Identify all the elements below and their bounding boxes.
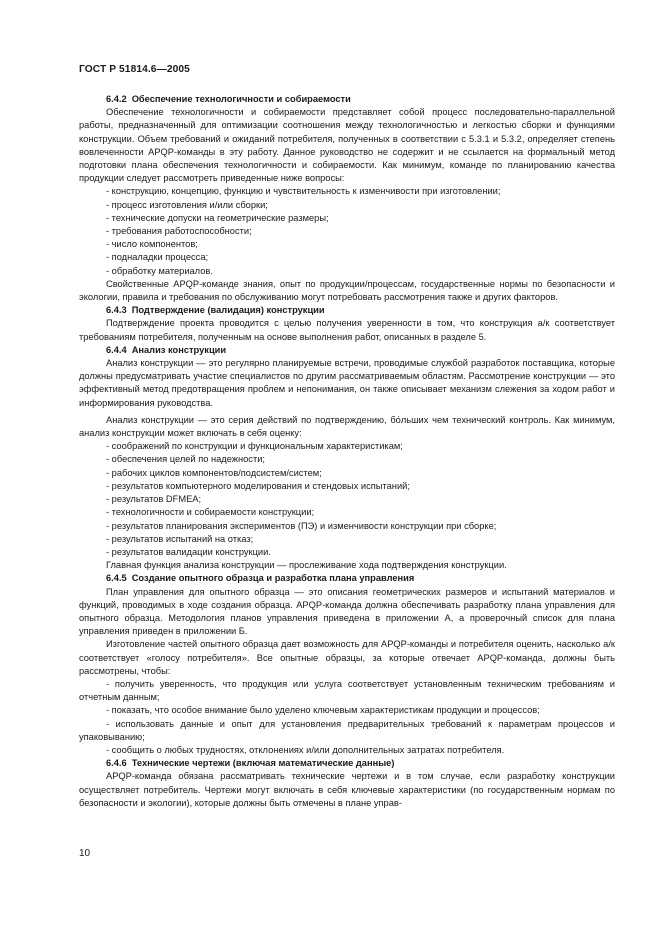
section-title: Создание опытного образца и разработка плана управления — [131, 573, 415, 584]
section-heading-643 — [79, 304, 615, 317]
list-item: - обеспечения целей по надежности; — [106, 454, 265, 465]
paragraph: Свойственные APQP-команде знания, опыт по продукции/процессам, государственные нормы по безопасности и экологии, правила и требования по обслуживанию могут потребовать рассмотрения также и других факторов. — [79, 278, 615, 303]
section-heading-646 — [79, 757, 615, 770]
section-heading-642 — [79, 93, 615, 106]
section-title: Технические чертежи (включая математические данные) — [131, 758, 395, 769]
list-item: - показать, что особое внимание было уделено ключевым характеристикам продукции и процессов; — [106, 705, 540, 716]
section-heading-644 — [79, 344, 615, 357]
list-item: - подналадки процесса; — [106, 252, 209, 263]
section-title: Обеспечение технологичности и собираемости — [131, 94, 351, 104]
list-item: - результатов DFMEA; — [106, 494, 202, 505]
section-number: 6.4.5 — [106, 573, 127, 584]
section-number: 6.4.2 — [106, 94, 127, 104]
list-item: - сообщить о любых трудностях, отклонениях и/или дополнительных затратах потребителя. — [106, 744, 505, 755]
paragraph: APQP-команда обязана рассматривать технические чертежи и в том случае, если разработку конструкции осуществляет потребитель. Чертежи могут включать в себя ключевые характеристики (по государственным нормам по безопасности и экологии), которые должны быть отмечены в плане управ- — [79, 771, 615, 808]
list-item: - соображений по конструкции и функциональным характеристикам; — [106, 441, 403, 452]
paragraph: Анализ конструкции — это регулярно планируемые встречи, проводимые службой разработок поставщика, которые должны предусматривать участие специалистов по другим рассматриваемым областям. Рассмотрение конструкции — это эффективный метод предотвращения проблем и непонимания, он также описывает механизм слежения за ходом работ и информирования руководства. — [79, 358, 615, 408]
section-number: 6.4.6 — [106, 758, 127, 769]
list-item: - обработку материалов. — [106, 265, 213, 276]
list-item: - число компонентов; — [106, 239, 198, 250]
paragraph: Главная функция анализа конструкции — прослеживание хода подтверждения конструкции. — [106, 560, 507, 571]
list-item: - конструкцию, концепцию, функцию и чувствительность к изменчивости при изготовлении; — [106, 186, 501, 197]
list-item: - рабочих циклов компонентов/подсистем/систем; — [106, 467, 322, 478]
document-body — [79, 93, 615, 810]
document-header: ГОСТ Р 51814.6—2005 — [79, 64, 190, 75]
paragraph: Изготовление частей опытного образца дает возможность для APQP-команды и потребителя оценить, насколько а/к соответствует «голосу потребителя». Все опытные образцы, за которые отвечает APQP-команда, должны быть рассмотрены, чтобы: — [79, 639, 615, 676]
list-item: - результатов планирования экспериментов (ПЭ) и изменчивости конструкции при сборке; — [106, 520, 497, 531]
page-number: 10 — [79, 848, 91, 859]
section-heading-645 — [79, 572, 615, 585]
list-item: - результатов валидации конструкции. — [106, 546, 271, 557]
list-item: - процесс изготовления и/или сборки; — [106, 199, 268, 210]
paragraph: Анализ конструкции — это серия действий по подтверждению, бо́льших чем технический контроль. Как минимум, анализ конструкции может включать в себя оценку: — [79, 414, 615, 439]
list-item: - использовать данные и опыт для установления предварительных требований к параметрам процессов и упаковыванию; — [79, 718, 615, 742]
list-item: - получить уверенность, что продукция или услуга соответствует установленным техническим требованиям и отчетным данным; — [79, 678, 615, 703]
section-title: Анализ конструкции — [131, 344, 227, 355]
paragraph: План управления для опытного образца — это описания геометрических размеров и испытаний материалов и функций, проводимых в ходе создания образца. APQP-команда должна обеспечивать разработку плана управления для опытного образца. Методология планов управления приведена в приложении А, а проверочный список для плана управления приведен в приложении Б. — [79, 586, 615, 637]
paragraph: Обеспечение технологичности и собираемости представляет собой процесс последовательно-параллельной работы, предназначенный для оптимизации соотношения между технологичностью и легкостью сборки и функциями конструкции. Объем требований и ожиданий потребителя, полученных в соответствии с 5.3.1 и 5.3.2, определяет степень вовлеченности APQP-команды в эту работу. Данное руководство не содержит и не ссылается на формальный метод подготовки плана обеспечения технологичности и собираемости. Как минимум, команде по планированию качества продукции следует рассмотреть приведенные ниже вопросы: — [79, 107, 615, 184]
list-item: - результатов компьютерного моделирования и стендовых испытаний; — [106, 480, 410, 491]
section-number: 6.4.4 — [106, 344, 127, 355]
list-item: - требования работоспособности; — [106, 226, 252, 237]
paragraph: Подтверждение проекта проводится с целью получения уверенности в том, что конструкция а/к соответствует требованиям потребителя, полученным на основе выполнения работ, описанных в разделе 5. — [79, 318, 615, 342]
list-item: - технологичности и собираемости конструкции; — [106, 507, 315, 518]
section-number: 6.4.3 — [106, 305, 127, 316]
list-item: - результатов испытаний на отказ; — [106, 533, 254, 544]
section-title: Подтверждение (валидация) конструкции — [131, 305, 325, 316]
list-item: - технические допуски на геометрические размеры; — [106, 212, 329, 223]
